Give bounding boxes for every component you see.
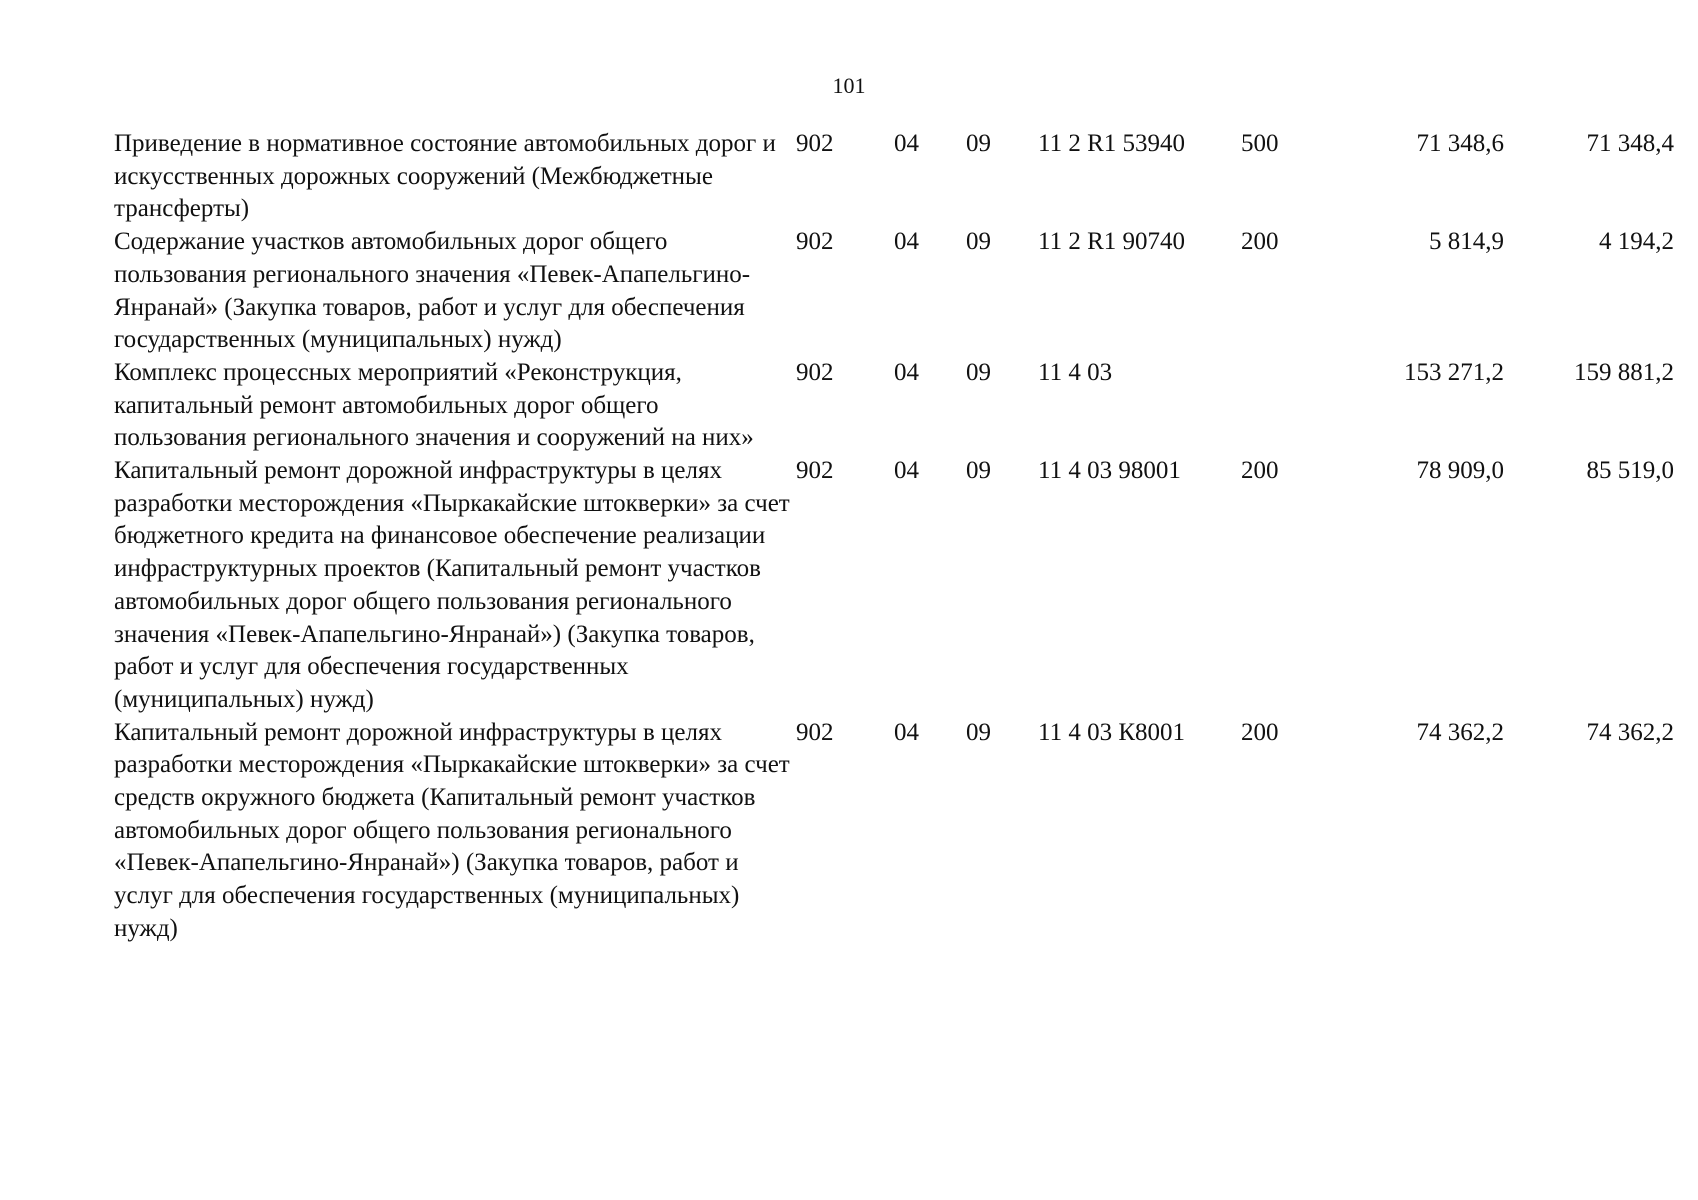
row-name: Капитальный ремонт дорожной инфраструктуры в целях разработки месторождения «Пыркакайские штокверки» за счет средств окружного бюджета (Капитальный ремонт участков автомобильных дорог общего пользования регионального «Певек-Апапельгино-Янранай») (Закупка товаров, работ и услуг для обеспечения государственных (муниципальных) нужд) xyxy=(114,718,790,942)
row-grbs: 902 xyxy=(796,228,834,256)
row-subsection: 09 xyxy=(966,358,991,386)
row-sum-year-2: 71 348,4 xyxy=(1586,130,1674,157)
table-row xyxy=(114,226,1674,357)
row-sum-year-2: 74 362,2 xyxy=(1586,718,1674,746)
row-expense-type: 200 xyxy=(1241,457,1279,485)
row-name: Содержание участков автомобильных дорог общего пользования регионального значения «Певек-Апапельгино-Янранай» (Закупка товаров, работ и услуг для обеспечения государственных (муниципальных) нужд) xyxy=(114,228,751,354)
row-target-article: 11 4 03 К8001 xyxy=(1038,718,1185,746)
table-row xyxy=(114,455,1674,717)
row-expense-type: 500 xyxy=(1241,130,1279,157)
budget-table xyxy=(114,128,1674,946)
row-sum-year-1: 71 348,6 xyxy=(1416,130,1504,157)
row-sum-year-1: 78 909,0 xyxy=(1416,457,1504,485)
row-sum-year-2: 159 881,2 xyxy=(1574,358,1674,386)
row-section: 04 xyxy=(894,130,919,157)
table-row xyxy=(114,717,1674,946)
row-subsection: 09 xyxy=(966,718,991,746)
row-sum-year-1: 153 271,2 xyxy=(1404,358,1504,386)
row-sum-year-2: 4 194,2 xyxy=(1599,228,1674,256)
row-target-article: 11 2 R1 90740 xyxy=(1038,228,1185,256)
row-subsection: 09 xyxy=(966,130,991,157)
row-target-article: 11 4 03 xyxy=(1038,358,1113,386)
row-grbs: 902 xyxy=(796,457,834,485)
row-subsection: 09 xyxy=(966,457,991,485)
row-sum-year-2: 85 519,0 xyxy=(1586,457,1674,485)
row-target-article: 11 2 R1 53940 xyxy=(1038,130,1185,157)
row-sum-year-1: 74 362,2 xyxy=(1416,718,1504,746)
row-grbs: 902 xyxy=(796,718,834,746)
row-section: 04 xyxy=(894,457,919,485)
row-target-article: 11 4 03 98001 xyxy=(1038,457,1181,485)
row-name: Капитальный ремонт дорожной инфраструктуры в целях разработки месторождения «Пыркакайские штокверки» за счет бюджетного кредита на финансовое обеспечение реализации инфраструктурных проектов (Капитальный ремонт участков автомобильных дорог общего пользования регионального значения «Певек-Апапельгино-Янранай») (Закупка товаров, работ и услуг для обеспечения государственных (муниципальных) нужд) xyxy=(114,457,790,713)
page-number-text: 101 xyxy=(832,73,866,98)
table-row xyxy=(114,357,1674,455)
table-row xyxy=(114,128,1674,226)
row-section: 04 xyxy=(894,228,919,256)
row-section: 04 xyxy=(894,718,919,746)
row-expense-type xyxy=(1241,357,1341,455)
row-expense-type: 200 xyxy=(1241,228,1279,256)
row-name: Комплекс процессных мероприятий «Реконструкция, капитальный ремонт автомобильных дорог общего пользования регионального значения и сооружений на них» xyxy=(114,358,754,452)
row-name: Приведение в нормативное состояние автомобильных дорог и искусственных дорожных сооружений (Межбюджетные трансферты) xyxy=(114,130,776,223)
row-section: 04 xyxy=(894,358,919,386)
page-number xyxy=(0,70,1698,102)
row-grbs: 902 xyxy=(796,130,834,157)
row-subsection: 09 xyxy=(966,228,991,256)
row-sum-year-1: 5 814,9 xyxy=(1429,228,1504,256)
row-grbs: 902 xyxy=(796,358,834,386)
row-expense-type: 200 xyxy=(1241,718,1279,746)
